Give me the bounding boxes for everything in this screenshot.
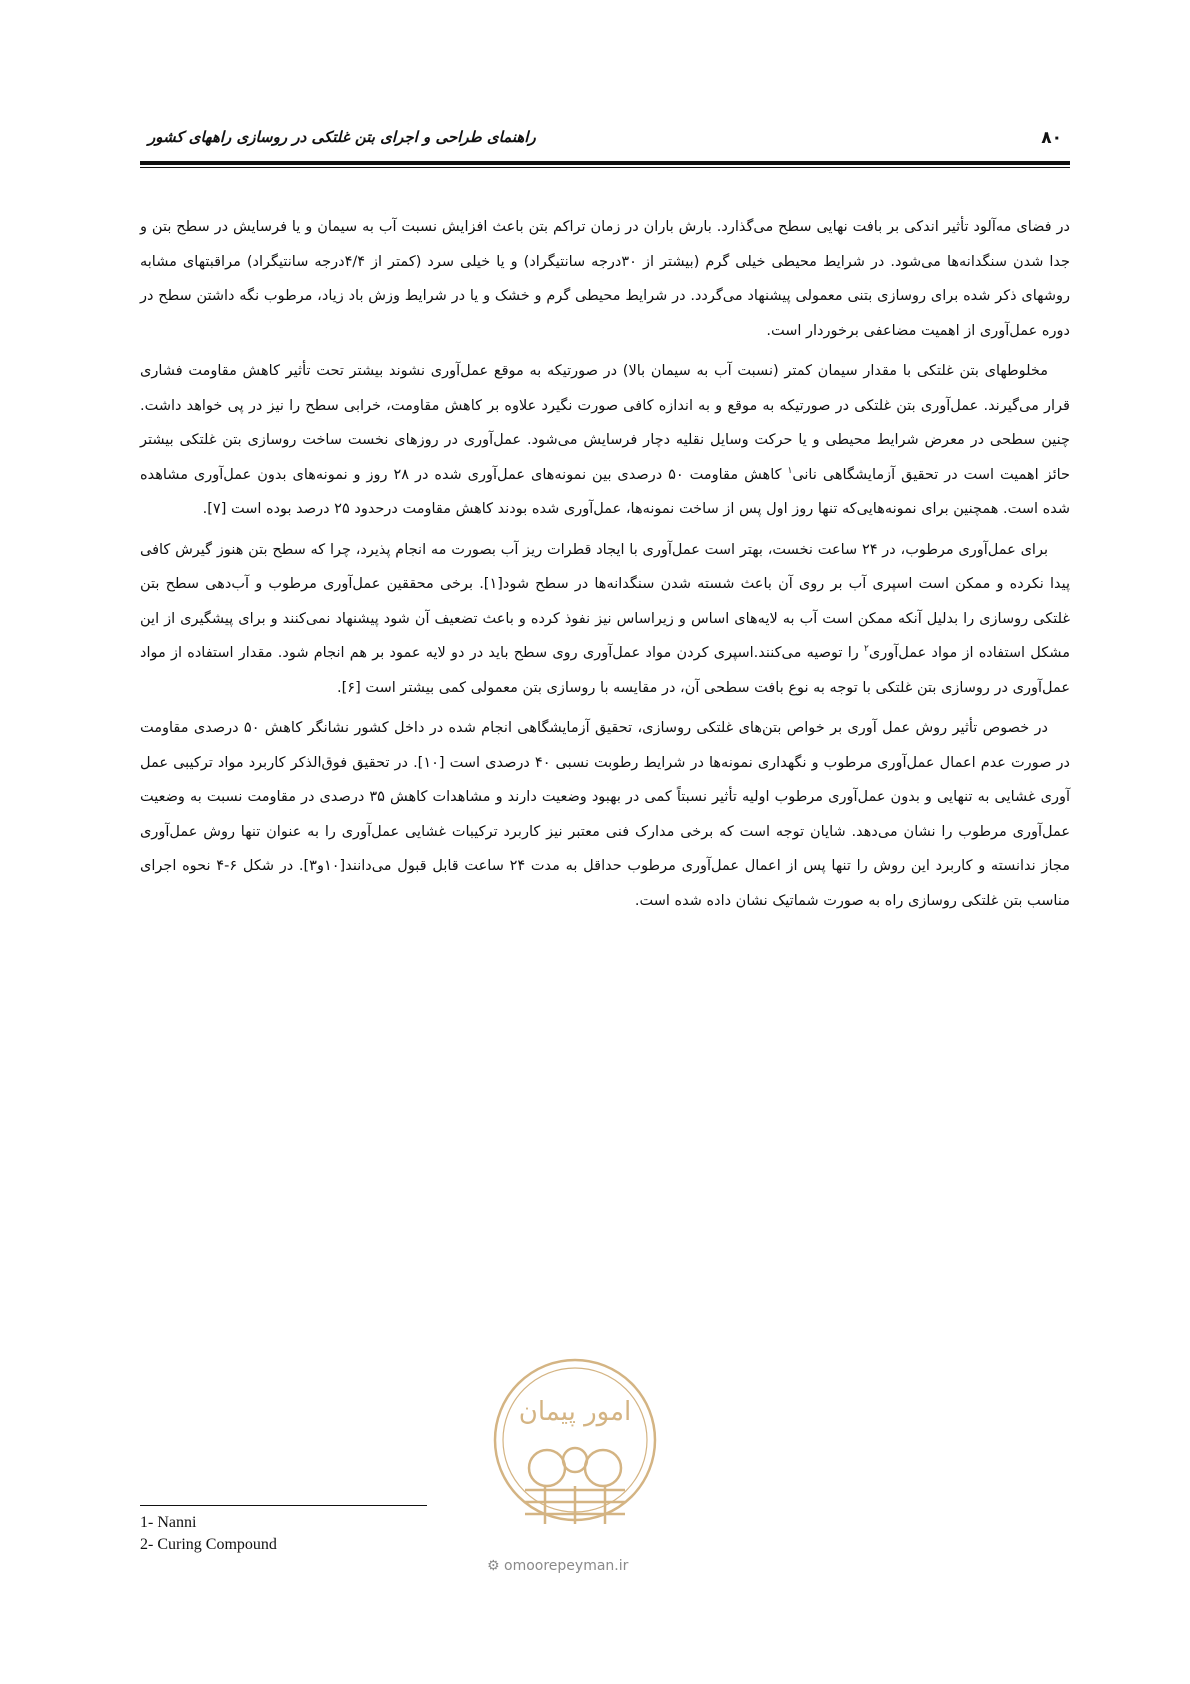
paragraph-2-part-1: مخلوطهای بتن غلتکی با مقدار سیمان کمتر (نسبت آب به سیمان بالا) در صورتیکه به موقع عمل‌آوری نشوند بیشتر تحت تأثیر کاهش مقاومت فشاری قرار می‌گیرند. عمل‌آوری بتن غلتکی در صورتیکه به موقع و به اندازه کافی صورت نگیرد علاوه بر کاهش مقاومت، خرابی سطح را نیز در پی خواهد داشت. چنین سطحی در معرض شرایط محیطی و یا حرکت وسایل نقلیه دچار فرسایش می‌شود. عمل‌آوری در روزهای نخست ساخت روسازی بتن غلتکی بیشتر حائز اهمیت است در تحقیق آزمایشگاهی نانی xyxy=(140,363,1071,483)
paragraph-2-part-2: کاهش مقاومت ۵۰ درصدی بین نمونه‌های عمل‌آوری شده در ۲۸ روز و نمونه‌های بدون عمل‌آوری مشاهده شده است. همچنین برای نمونه‌هایی‌که تنها روز اول پس از ساخت نمونه‌ها، عمل‌آوری شده بودند کاهش مقاومت درحدود ۲۵ درصد بوده است [۷]. xyxy=(140,466,1070,517)
running-title: راهنمای طراحی و اجرای بتن غلتکی در روسازی راههای کشور xyxy=(148,128,536,146)
paragraph-3-part-1: برای عمل‌آوری مرطوب، در ۲۴ ساعت نخست، بهتر است عمل‌آوری با ایجاد قطرات ریز آب بصورت مه انجام پذیرد، چرا که سطح بتن هنوز گیرش کافی پیدا نکرده و ممکن است اسپری آب بر روی آن باعث شسته شدن سنگدانه‌ها در سطح شود[۱]. برخی محققین عمل‌آوری مرطوب و آب‌دهی سطح بتن غلتکی روسازی را بدلیل آنکه ممکن است آب به لایه‌های اساس و زیراساس نیز نفوذ کرده و باعث تضعیف آن شود پیشنهاد نمی‌کنند و برای پیشگیری از این مشکل استفاده از مواد عمل‌آوری xyxy=(140,541,1070,661)
footnotes xyxy=(140,1512,277,1556)
body-text xyxy=(140,210,1070,924)
footnote-rule xyxy=(140,1505,427,1506)
footnote-1: 1- Nanni xyxy=(140,1514,197,1531)
footnote-2: 2- Curing Compound xyxy=(140,1536,277,1553)
footnote-ref-2: ۲ xyxy=(864,644,869,655)
watermark: ⚙ omoorepeyman.ir xyxy=(487,1558,629,1574)
header-rule-thick xyxy=(140,161,1070,165)
paragraph-4: در خصوص تأثیر روش عمل آوری بر خواص بتن‌های غلتکی روسازی، تحقیق آزمایشگاهی انجام شده در داخل کشور نشانگر کاهش ۵۰ درصدی مقاومت در صورت عدم اعمال عمل‌آوری مرطوب و نگهداری نمونه‌ها در شرایط رطوبت نسبی ۴۰ درصدی است [۱۰]. در تحقیق فوق‌الذکر کاربرد مواد ترکیبی عمل آوری غشایی به تنهایی و بدون عمل‌آوری مرطوب اولیه تأثیر نسبتاً کمی در بهبود وضعیت دارند و مشاهدات کاهش ۳۵ درصدی در مقاومت نسبت به وضعیت عمل‌آوری مرطوب را نشان می‌دهد. شایان توجه است که برخی مدارک فنی معتبر نیز کاربرد ترکیبات غشایی عمل‌آوری را به عنوان تنها روش عمل‌آوری مجاز ندانسته و کاربرد این روش را تنها پس از اعمال عمل‌آوری مرطوب حداقل به مدت ۲۴ ساعت قابل قبول می‌دانند[۱۰و۳]. در شکل ۶-۴ نحوه اجرای مناسب بتن غلتکی روسازی راه به صورت شماتیک نشان داده شده است. xyxy=(140,720,1070,909)
page-header xyxy=(140,120,1070,160)
footnote-ref-1: ۱ xyxy=(787,465,793,476)
paragraph-2 xyxy=(140,354,1070,527)
paragraph-3 xyxy=(140,533,1070,706)
watermark-text: omoorepeyman.ir xyxy=(504,1558,629,1574)
logo-lettering: امور پیمان xyxy=(518,1397,632,1427)
header-rule-thin xyxy=(140,167,1070,168)
paragraph-3-part-2: را توصیه می‌کنند.اسپری کردن مواد عمل‌آوری روی سطح باید در دو لایه عمود بر هم انجام شود. مقدار استفاده از مواد عمل‌آوری در روسازی بتن غلتکی با توجه به نوع بافت سطحی آن، در مقایسه با روسازی بتن معمولی کمی بیشتر است [۶]. xyxy=(140,645,1070,696)
publisher-logo xyxy=(485,1350,665,1550)
paragraph-1: در فضای مه‌آلود تأثیر اندکی بر بافت نهایی سطح می‌گذارد. بارش باران در زمان تراکم بتن باعث افزایش نسبت آب به سیمان و یا فرسایش در سطح بتن و جدا شدن سنگدانه‌ها می‌شود. در شرایط محیطی خیلی گرم (بیشتر از ۳۰درجه سانتیگراد) و یا خیلی سرد (کمتر از ۴/۴درجه سانتیگراد) مراقبتهای مشابه روشهای ذکر شده برای روسازی بتنی معمولی پیشنهاد می‌گردد. در شرایط محیطی گرم و خشک و یا در شرایط وزش باد زیاد، مرطوب نگه داشتن سطح در دوره عمل‌آوری از اهمیت مضاعفی برخوردار است. xyxy=(140,219,1070,339)
page-number: ۸۰ xyxy=(1041,128,1062,148)
